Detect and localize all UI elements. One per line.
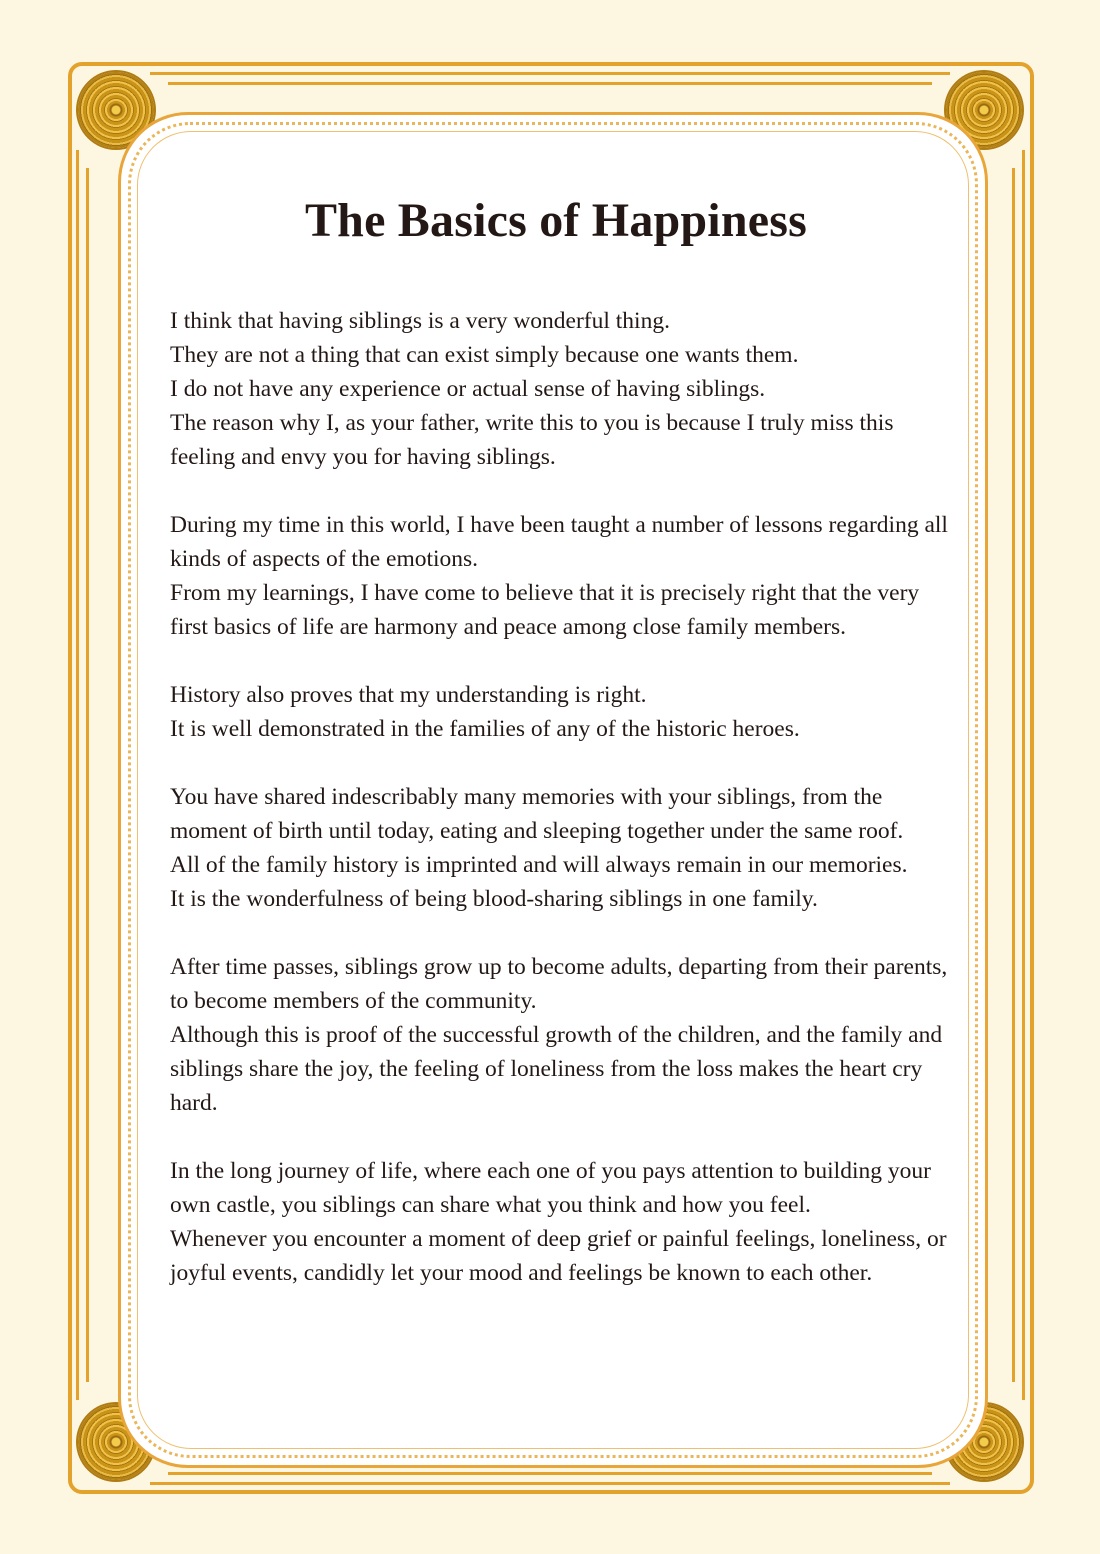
left-rule-inner: [86, 168, 89, 1382]
paragraph-line: You have shared indescribably many memories with your siblings, from the: [170, 784, 883, 810]
paragraph-line: It is the wonderfulness of being blood-sharing siblings in one family.: [170, 886, 818, 912]
paragraph: [170, 678, 950, 746]
paragraph-line: first basics of life are harmony and peace among close family members.: [170, 614, 847, 640]
paragraph-line: Whenever you encounter a moment of deep grief or painful feelings, loneliness, or: [170, 1226, 947, 1252]
paragraph-line: hard.: [170, 1090, 218, 1116]
right-rule-inner: [1012, 168, 1015, 1382]
top-rule: [150, 72, 950, 75]
paragraph-line: History also proves that my understanding is right.: [170, 682, 647, 708]
paragraph: [170, 508, 950, 644]
paragraph-line: moment of birth until today, eating and sleeping together under the same roof.: [170, 818, 904, 844]
paragraph-line: joyful events, candidly let your mood and feelings be known to each other.: [170, 1260, 873, 1286]
paragraph-line: During my time in this world, I have been taught a number of lessons regarding all: [170, 512, 948, 538]
paragraph-line: In the long journey of life, where each one of you pays attention to building your: [170, 1158, 931, 1184]
paragraph-line: It is well demonstrated in the families of any of the historic heroes.: [170, 716, 800, 742]
paragraph-line: to become members of the community.: [170, 988, 537, 1014]
paragraph-line: I think that having siblings is a very wonderful thing.: [170, 308, 670, 334]
paragraph-line: Although this is proof of the successful growth of the children, and the family and: [170, 1022, 943, 1048]
paragraph: [170, 1154, 950, 1290]
bottom-rule: [150, 1482, 950, 1485]
paragraph-line: They are not a thing that can exist simply because one wants them.: [170, 342, 799, 368]
paragraph-line: The reason why I, as your father, write this to you is because I truly miss this: [170, 410, 894, 436]
page-title: The Basics of Happiness: [304, 194, 808, 247]
paragraph: [170, 780, 950, 916]
left-rule: [76, 150, 79, 1400]
paragraph-line: feeling and envy you for having siblings.: [170, 444, 556, 470]
top-rule-inner: [168, 82, 932, 85]
paragraph-line: I do not have any experience or actual sense of having siblings.: [170, 376, 766, 402]
document-content: [170, 190, 950, 1324]
paragraph-line: After time passes, siblings grow up to become adults, departing from their parents,: [170, 954, 948, 980]
right-rule: [1022, 150, 1025, 1400]
paragraph-line: All of the family history is imprinted and will always remain in our memories.: [170, 852, 908, 878]
paragraph: [170, 950, 950, 1120]
bottom-rule-inner: [168, 1472, 932, 1475]
document-body: [170, 304, 950, 1290]
paragraph-line: own castle, you siblings can share what you think and how you feel.: [170, 1192, 811, 1218]
paragraph-line: From my learnings, I have come to believe that it is precisely right that the very: [170, 580, 920, 606]
paragraph-line: siblings share the joy, the feeling of loneliness from the loss makes the heart cry: [170, 1056, 923, 1082]
paragraph: [170, 304, 950, 474]
paragraph-line: kinds of aspects of the emotions.: [170, 546, 479, 572]
